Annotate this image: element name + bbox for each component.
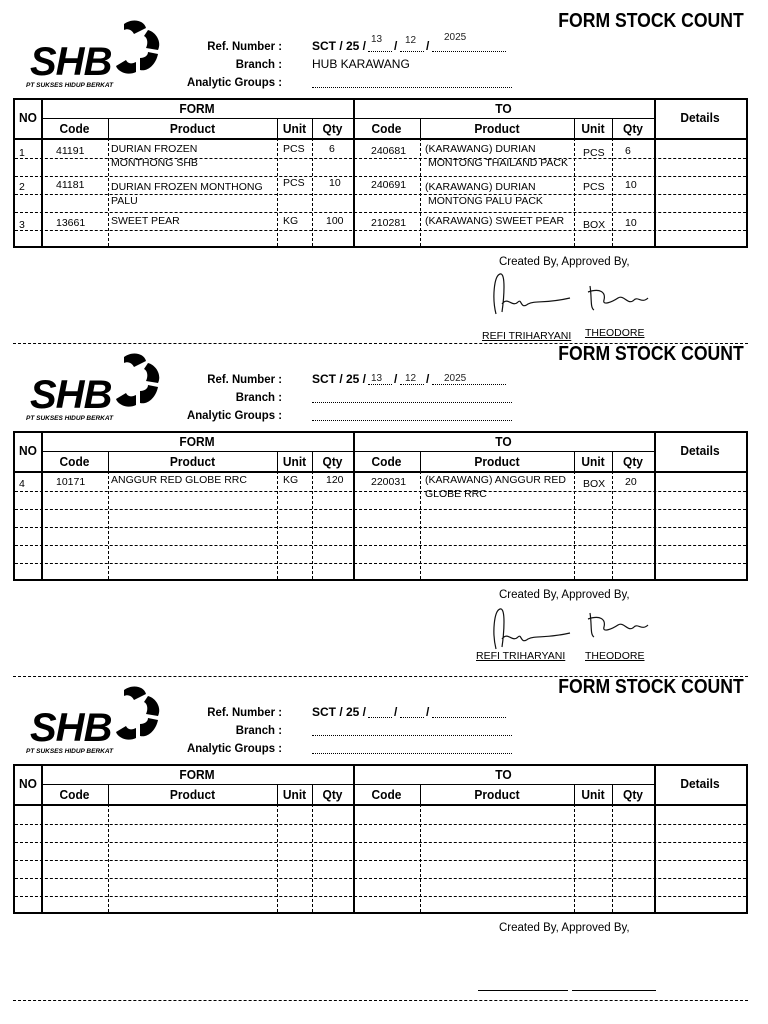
- branch-value: HUB KARAWANG: [312, 57, 410, 71]
- row-product: SWEET PEAR: [111, 215, 180, 227]
- ref-slash-2: /: [426, 372, 430, 386]
- header-to-product: Product: [474, 454, 520, 469]
- created-by-name: REFI TRIHARYANI: [476, 650, 566, 662]
- row-to-qty: 10: [625, 179, 637, 191]
- ref-month-dots: [400, 705, 424, 718]
- header-bottom-line: [15, 804, 746, 806]
- header-to-unit: Unit: [581, 454, 605, 469]
- signature-header: Created By, Approved By,: [499, 256, 630, 268]
- header-to-code: Code: [371, 787, 402, 802]
- signature-header: Created By, Approved By,: [499, 922, 630, 934]
- header-unit: Unit: [282, 454, 307, 469]
- header-to-qty: Qty: [623, 121, 643, 136]
- logo-subtitle: PT SUKSES HIDUP BERKAT: [26, 748, 114, 755]
- logo-text: SHB: [30, 40, 112, 84]
- row-unit: PCS: [283, 143, 305, 155]
- col-line-header: [108, 451, 109, 471]
- row-to-unit: PCS: [583, 181, 605, 193]
- row-line: [15, 545, 746, 546]
- row-code: 10171: [56, 476, 86, 488]
- header-no: NO: [19, 443, 37, 458]
- ref-number-label: Ref. Number :: [207, 39, 282, 53]
- row-code: 41181: [56, 179, 85, 191]
- header-to-qty: Qty: [623, 454, 643, 469]
- analytic-groups-label: Analytic Groups :: [186, 408, 282, 422]
- section-cut-line: [13, 1000, 748, 1001]
- header-to-code: Code: [371, 454, 402, 469]
- branch-label: Branch :: [235, 57, 282, 71]
- branch-label: Branch :: [235, 390, 282, 404]
- col-line-header: [654, 100, 656, 138]
- ref-slash-1: /: [394, 39, 398, 53]
- row-product: DURIAN FROZEN MONTHONG: [111, 181, 263, 193]
- col-line-header: [108, 784, 109, 804]
- header-to: TO: [495, 101, 512, 116]
- row-unit: KG: [283, 474, 299, 486]
- row-to-qty: 20: [625, 476, 637, 488]
- row-qty: 120: [326, 474, 344, 486]
- header-to-qty: Qty: [623, 787, 643, 802]
- row-to-code: 240691: [371, 179, 407, 191]
- row-to-product: MONTONG THAILAND PACK: [428, 157, 569, 169]
- stock-table: [13, 98, 748, 248]
- row-qty: 100: [326, 215, 344, 227]
- form-title: FORM STOCK COUNT: [558, 10, 744, 32]
- row-to-product: (KARAWANG) ANGGUR RED: [425, 474, 566, 486]
- ref-month-value: 12: [405, 373, 417, 384]
- row-to-unit: BOX: [583, 478, 606, 490]
- ref-prefix: SCT / 25 /: [312, 705, 367, 719]
- header-code: Code: [59, 787, 90, 802]
- row-to-product: MONTONG PALU PACK: [428, 195, 543, 207]
- row-product: MONTHONG SHB: [111, 157, 198, 169]
- row-no: 2: [19, 181, 25, 193]
- ref-number-label: Ref. Number :: [207, 705, 282, 719]
- row-product: DURIAN FROZEN: [111, 143, 198, 155]
- ref-year-value: 2025: [444, 373, 467, 384]
- ref-day-dots: [368, 705, 392, 718]
- header-to-code: Code: [371, 121, 402, 136]
- header-qty: Qty: [322, 454, 343, 469]
- approved-by-name: THEODORE: [585, 327, 645, 339]
- row-to-unit: BOX: [583, 219, 606, 231]
- shb-logo-mark-icon: [104, 684, 166, 746]
- logo-text: SHB: [30, 706, 112, 750]
- header-unit: Unit: [282, 787, 307, 802]
- header-details: Details: [680, 110, 720, 125]
- ref-day-value: 13: [371, 34, 383, 45]
- created-by-line: [478, 990, 568, 991]
- approved-by-name: THEODORE: [585, 650, 645, 662]
- header-to: TO: [495, 767, 512, 782]
- row-line: [15, 878, 746, 879]
- header-bottom-line: [15, 138, 746, 140]
- header-split-line: [41, 118, 654, 119]
- row-line: [15, 509, 746, 510]
- analytic-groups-dots: [312, 408, 512, 421]
- header-form: FORM: [179, 434, 215, 449]
- signature-scribble-icon: [584, 605, 654, 645]
- header-product: Product: [169, 787, 216, 802]
- row-no: 4: [19, 478, 25, 490]
- row-no: 1: [19, 147, 25, 159]
- branch-dots: [312, 390, 512, 403]
- shb-logo-mark-icon: [104, 18, 166, 80]
- row-product: ANGGUR RED GLOBE RRC: [111, 474, 247, 486]
- col-line-header: [420, 118, 421, 138]
- header-to: TO: [495, 434, 512, 449]
- row-line: [15, 527, 746, 528]
- header-unit: Unit: [282, 121, 307, 136]
- analytic-groups-label: Analytic Groups :: [186, 741, 282, 755]
- ref-year-dots: [432, 705, 506, 718]
- row-code: 41191: [56, 145, 85, 157]
- row-no: 3: [19, 219, 25, 231]
- ref-number-label: Ref. Number :: [207, 372, 282, 386]
- created-by-name: REFI TRIHARYANI: [482, 330, 572, 342]
- ref-month-value: 12: [405, 35, 417, 46]
- row-to-code: 210281: [371, 217, 407, 229]
- header-details: Details: [680, 776, 720, 791]
- ref-prefix: SCT / 25 /: [312, 39, 367, 53]
- form-section: [0, 333, 768, 666]
- col-line-header: [420, 451, 421, 471]
- col-line-header: [108, 118, 109, 138]
- header-split-line: [41, 784, 654, 785]
- col-line-header: [654, 766, 656, 804]
- row-line: [15, 824, 746, 825]
- ref-prefix: SCT / 25 /: [312, 372, 367, 386]
- ref-slash-1: /: [394, 372, 398, 386]
- row-unit: KG: [283, 215, 299, 227]
- company-logo: [26, 18, 166, 90]
- form-section: [0, 0, 768, 342]
- header-to-product: Product: [474, 121, 520, 136]
- shb-logo-mark-icon: [104, 351, 166, 413]
- row-to-product: GLOBE RRC: [425, 488, 487, 500]
- stock-table: [13, 764, 748, 914]
- header-product: Product: [169, 454, 216, 469]
- signature-scribble-icon: [484, 268, 574, 318]
- signature-scribble-icon: [584, 278, 654, 318]
- row-to-unit: PCS: [583, 147, 605, 159]
- row-to-product: (KARAWANG) DURIAN: [425, 143, 536, 155]
- header-no: NO: [19, 776, 37, 791]
- col-line-header: [654, 433, 656, 471]
- row-line: [15, 842, 746, 843]
- header-product: Product: [169, 121, 216, 136]
- logo-text: SHB: [30, 373, 112, 417]
- ref-slash-2: /: [426, 39, 430, 53]
- ref-year-value: 2025: [444, 32, 467, 43]
- row-product: PALU: [111, 195, 138, 207]
- header-form: FORM: [179, 101, 215, 116]
- company-logo: [26, 351, 166, 423]
- row-to-code: 240681: [371, 145, 407, 157]
- branch-label: Branch :: [235, 723, 282, 737]
- ref-slash-2: /: [426, 705, 430, 719]
- signature-scribble-icon: [484, 603, 574, 653]
- header-qty: Qty: [322, 787, 343, 802]
- header-form: FORM: [179, 767, 215, 782]
- row-line: [15, 860, 746, 861]
- header-split-line: [41, 451, 654, 452]
- header-no: NO: [19, 110, 37, 125]
- stock-table: [13, 431, 748, 581]
- row-line: [15, 212, 746, 213]
- header-to-unit: Unit: [581, 121, 605, 136]
- row-to-product: (KARAWANG) DURIAN: [425, 181, 536, 193]
- row-qty: 10: [329, 177, 341, 189]
- row-line: [15, 491, 746, 492]
- row-code: 13661: [56, 217, 86, 229]
- header-code: Code: [59, 454, 90, 469]
- company-logo: [26, 684, 166, 756]
- analytic-groups-dots: [312, 75, 512, 88]
- row-to-code: 220031: [371, 476, 407, 488]
- logo-subtitle: PT SUKSES HIDUP BERKAT: [26, 415, 114, 422]
- header-to-unit: Unit: [581, 787, 605, 802]
- logo-subtitle: PT SUKSES HIDUP BERKAT: [26, 82, 114, 89]
- row-line: [15, 563, 746, 564]
- form-title: FORM STOCK COUNT: [558, 676, 744, 698]
- form-section: [0, 666, 768, 999]
- ref-slash-1: /: [394, 705, 398, 719]
- header-code: Code: [59, 121, 90, 136]
- row-unit: PCS: [283, 177, 305, 189]
- ref-day-value: 13: [371, 373, 383, 384]
- row-qty: 6: [329, 143, 335, 155]
- analytic-groups-dots: [312, 741, 512, 754]
- header-qty: Qty: [322, 121, 343, 136]
- form-title: FORM STOCK COUNT: [558, 343, 744, 365]
- row-line: [15, 896, 746, 897]
- row-to-product: (KARAWANG) SWEET PEAR: [425, 215, 565, 227]
- row-to-qty: 6: [625, 145, 631, 157]
- branch-dots: [312, 723, 512, 736]
- row-to-qty: 10: [625, 217, 637, 229]
- approved-by-line: [572, 990, 656, 991]
- header-details: Details: [680, 443, 720, 458]
- header-to-product: Product: [474, 787, 520, 802]
- signature-header: Created By, Approved By,: [499, 589, 630, 601]
- row-line: [15, 230, 746, 231]
- col-line-header: [420, 784, 421, 804]
- analytic-groups-label: Analytic Groups :: [186, 75, 282, 89]
- row-line: [15, 176, 746, 177]
